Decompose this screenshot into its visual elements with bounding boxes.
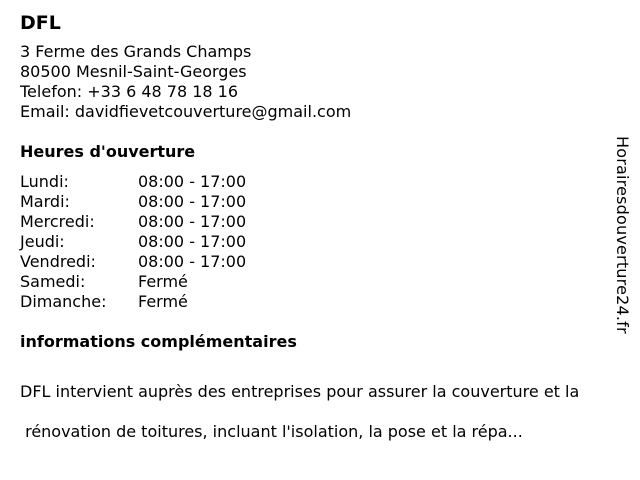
hours-row-monday bbox=[20, 172, 630, 192]
time-value: 08:00 - 17:00 bbox=[138, 212, 247, 231]
time-value: 08:00 - 17:00 bbox=[138, 252, 247, 271]
hours-row-saturday bbox=[20, 272, 630, 292]
time-value: 08:00 - 17:00 bbox=[138, 192, 247, 211]
address-line-1: 3 Ferme des Grands Champs bbox=[20, 42, 252, 61]
opening-hours-list bbox=[20, 172, 630, 312]
hours-row-friday bbox=[20, 252, 630, 272]
additional-info-heading: informations complémentaires bbox=[20, 332, 297, 351]
additional-info-line-1: DFL intervient auprès des entreprises pour assurer la couverture et la bbox=[20, 382, 580, 401]
day-label: Samedi: bbox=[20, 272, 86, 291]
time-value: 08:00 - 17:00 bbox=[138, 172, 247, 191]
time-value: 08:00 - 17:00 bbox=[138, 232, 247, 251]
email-line: Email: davidfievetcouverture@gmail.com bbox=[20, 102, 352, 121]
day-label: Vendredi: bbox=[20, 252, 96, 271]
hours-row-wednesday bbox=[20, 212, 630, 232]
hours-row-tuesday bbox=[20, 192, 630, 212]
address-line-2: 80500 Mesnil-Saint-Georges bbox=[20, 62, 247, 81]
additional-info-line-2: rénovation de toitures, incluant l'isolation, la pose et la répa... bbox=[20, 422, 523, 441]
additional-info-text bbox=[20, 362, 630, 462]
business-name: DFL bbox=[20, 12, 61, 34]
time-value: Fermé bbox=[138, 272, 188, 291]
time-value: Fermé bbox=[138, 292, 188, 311]
hours-row-thursday bbox=[20, 232, 630, 252]
day-label: Jeudi: bbox=[20, 232, 65, 251]
site-watermark: Horairesdouverture24.fr bbox=[613, 136, 632, 334]
hours-row-sunday bbox=[20, 292, 630, 312]
phone-line: Telefon: +33 6 48 78 18 16 bbox=[20, 82, 239, 101]
business-card bbox=[20, 10, 630, 462]
day-label: Dimanche: bbox=[20, 292, 107, 311]
day-label: Lundi: bbox=[20, 172, 69, 191]
day-label: Mardi: bbox=[20, 192, 70, 211]
day-label: Mercredi: bbox=[20, 212, 95, 231]
opening-hours-heading: Heures d'ouverture bbox=[20, 142, 196, 161]
